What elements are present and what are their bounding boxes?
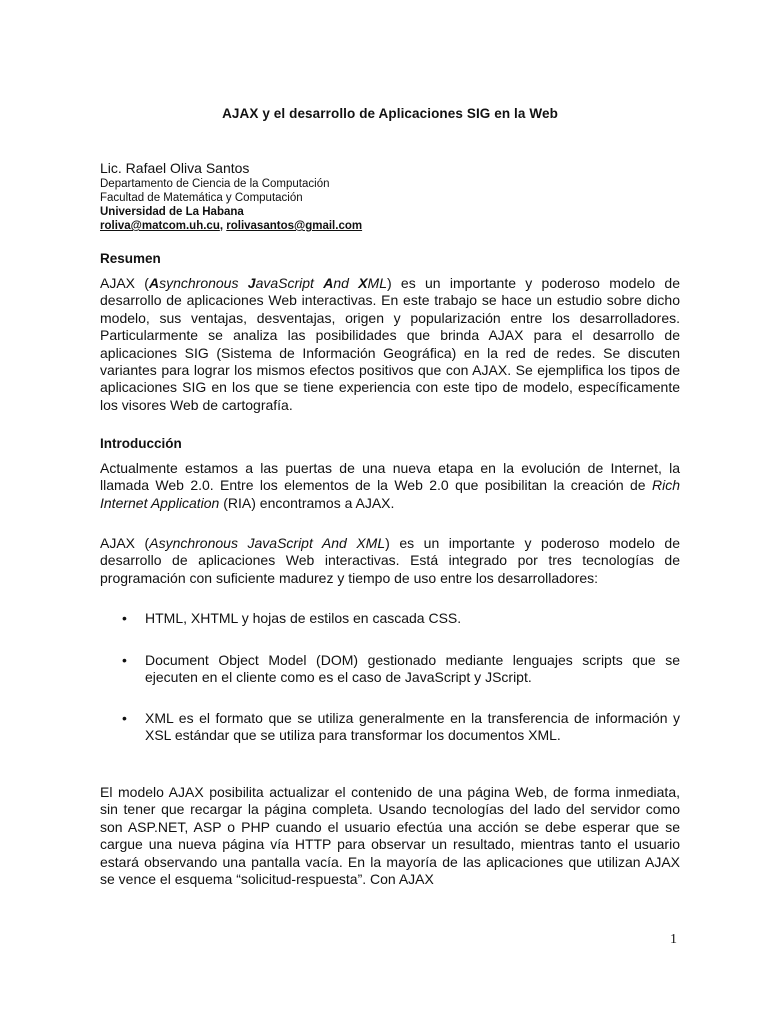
resumen-heading: Resumen [100, 251, 161, 266]
email-separator: , [219, 220, 227, 232]
author-university: Universidad de La Habana [100, 206, 244, 218]
resumen-word-a2-rest: nd [333, 275, 359, 291]
author-faculty: Facultad de Matemática y Computación [100, 192, 303, 204]
resumen-word-j-rest: avaScript [255, 275, 324, 291]
intro-p2-italic: Asynchronous JavaScript And XML [149, 535, 386, 551]
page-number: 1 [670, 932, 677, 947]
resumen-letter-a2: A [323, 275, 334, 291]
bullet-icon: • [122, 710, 127, 726]
intro-p2-text-a: AJAX ( [100, 535, 150, 551]
intro-p1-italic: Rich Internet Application [100, 477, 680, 511]
resumen-letter-a1: A [148, 275, 160, 291]
resumen-open: AJAX ( [100, 275, 149, 291]
resumen-letter-x: X [358, 275, 368, 291]
author-block [100, 160, 362, 233]
resumen-word-a1-rest: synchronous [159, 275, 248, 291]
list-item-text: XML es el formato que se utiliza generalmente en la transferencia de información y XSL estándar que se utiliza para transformar los documentos XML. [145, 710, 680, 744]
email-link-secondary[interactable]: rolivasantos@gmail.com [226, 220, 363, 232]
intro-p1-text-b: (RIA) encontramos a AJAX. [219, 494, 395, 511]
document-title: AJAX y el desarrollo de Aplicaciones SIG en la Web [222, 106, 558, 121]
author-name: Lic. Rafael Oliva Santos [100, 160, 250, 176]
introduccion-heading: Introducción [100, 436, 182, 451]
intro-paragraph-2 [100, 535, 680, 587]
resumen-letter-j: J [247, 275, 256, 291]
intro-paragraph-3: El modelo AJAX posibilita actualizar el contenido de una página Web, de forma inmediata, sin tener que recargar la página completa. Usando tecnologías del lado del servidor como son ASP.NET, ASP o PHP cuando el usuario efectúa una acción se debe esperar que se cargue una nueva página vía HTTP para observar un resultado, mientras tanto el usuario estará observando una pantalla vacía. En la mayoría de las aplicaciones que utilizan AJAX se vence el esquema “solicitud-respuesta”. Con AJAX [100, 784, 680, 888]
resumen-paragraph [100, 275, 680, 414]
author-department: Departamento de Ciencia de la Computación [100, 178, 330, 190]
author-emails [100, 219, 362, 233]
intro-paragraph-1 [100, 460, 680, 512]
intro-p1-text-a: Actualmente estamos a las puertas de una nueva etapa en la evolución de Internet, la llamada Web 2.0. Entre los elementos de la Web 2.0 que posibilitan la creación de [100, 460, 680, 494]
email-link-primary[interactable]: roliva@matcom.uh.cu [100, 220, 220, 232]
list-item-text: Document Object Model (DOM) gestionado mediante lenguajes scripts que se ejecuten en el cliente como es el caso de JavaScript y JScript. [145, 652, 680, 686]
list-item-text: HTML, XHTML y hojas de estilos en cascada CSS. [145, 610, 462, 626]
bullet-icon: • [122, 610, 127, 626]
resumen-word-x-rest: ML [367, 275, 387, 291]
bullet-icon: • [122, 652, 127, 668]
intro-p2-text-b: ) es un importante y poderoso modelo de desarrollo de aplicaciones Web interactivas. Está integrado por tres tecnologías de programación con suficiente madurez y tiempo de uso entre los desarrolladores: [100, 535, 681, 586]
resumen-body: ) es un importante y poderoso modelo de desarrollo de aplicaciones Web interactivas. En este trabajo se hace un estudio sobre dicho modelo, sus ventajas, desventajas, origen y popularización entre los desarrolladores. Particularmente se analiza las posibilidades que brinda AJAX para el desarrollo de aplicaciones SIG (Sistema de Información Geográfica) en la red de redes. Se discuten variantes para lograr los mismos efectos positivos que con AJAX. Se ejemplifica los tipos de aplicaciones SIG en los que se tiene experiencia con este tipo de modelo, específicamente los visores Web de cartografía. [100, 275, 680, 413]
